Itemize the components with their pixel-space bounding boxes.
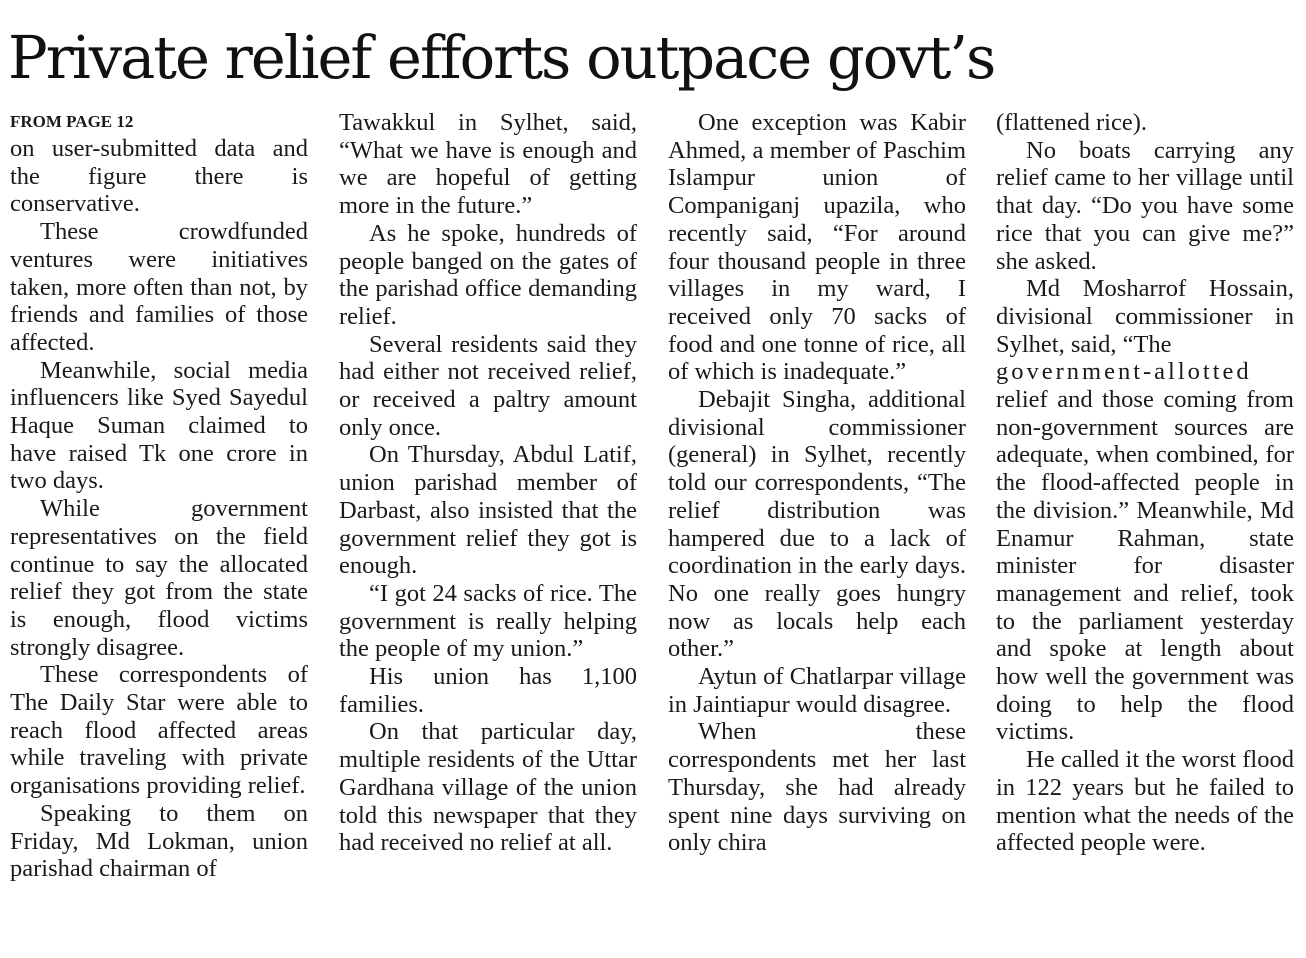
paragraph: Debajit Singha, additional divisional commissioner (general) in Sylhet, recently told our correspondents, “The relief distribution was hampered due to a lack of coordination in the early days. No one really goes hungry now as locals help each other.” <box>668 386 966 663</box>
paragraph: on user-submitted data and the figure there is conservative. <box>10 135 308 218</box>
article-column-3 <box>668 109 966 857</box>
article-column-1 <box>10 109 308 883</box>
paragraph: When these correspondents met her last Thursday, she had already spent nine days surviving on only chira <box>668 718 966 857</box>
paragraph: government-allotted <box>996 358 1252 386</box>
paragraph: While government representatives on the field continue to say the allocated relief they got from the state is enough, flood victims strongly disagree. <box>10 495 308 661</box>
paragraph: Several residents said they had either not received relief, or received a paltry amount only once. <box>339 330 637 441</box>
article-column-2 <box>339 109 637 857</box>
paragraph: “I got 24 sacks of rice. The government is really helping the people of my union.” <box>339 579 637 663</box>
paragraph: No boats carrying any relief came to her village until that day. “Do you have some rice that you can give me?” she asked. <box>996 136 1294 275</box>
paragraph: relief and those coming from non-government sources are adequate, when combined, for the flood-affected people in the division.” Meanwhile, Md Enamur Rahman, state minister for disaster management and relief, took to the parliament yesterday and spoke at length about how well the government was doing to help the flood victims. <box>996 386 1294 746</box>
paragraph: One exception was Kabir Ahmed, a member of Paschim Islampur union of Companiganj upazila, who recently said, “For around four thousand people in three villages in my ward, I received only 70 sacks of food and one tonne of rice, all of which is inadequate.” <box>668 109 966 386</box>
paragraph: These correspondents of The Daily Star were able to reach flood affected areas while traveling with private organisations providing relief. <box>10 661 308 800</box>
paragraph: Md Mosharrof Hossain, divisional commissioner in Sylhet, said, “The <box>996 275 1294 358</box>
paragraph: Aytun of Chatlarpar village in Jaintiapur would disagree. <box>668 663 966 718</box>
paragraph: As he spoke, hundreds of people banged on the gates of the parishad office demanding relief. <box>339 219 637 330</box>
paragraph: On Thursday, Abdul Latif, union parishad member of Darbast, also insisted that the government relief they got is enough. <box>339 441 637 580</box>
paragraph: These crowdfunded ventures were initiatives taken, more often than not, by friends and families of those affected. <box>10 218 308 356</box>
paragraph: He called it the worst flood in 122 years but he failed to mention what the needs of the affected people were. <box>996 746 1294 857</box>
jump-line: FROM PAGE 12 <box>10 112 134 131</box>
article-column-4 <box>996 109 1294 857</box>
paragraph: On that particular day, multiple residents of the Uttar Gardhana village of the union told this newspaper that they had received no relief at all. <box>339 718 637 857</box>
headline: Private relief efforts outpace govt’s <box>8 23 995 92</box>
paragraph: Meanwhile, social media influencers like Syed Sayedul Haque Suman claimed to have raised Tk one crore in two days. <box>10 356 308 495</box>
paragraph: His union has 1,100 families. <box>339 663 637 718</box>
paragraph: (flattened rice). <box>996 109 1147 136</box>
paragraph: Speaking to them on Friday, Md Lokman, union parishad chairman of <box>10 799 308 883</box>
paragraph: Tawakkul in Sylhet, said, “What we have is enough and we are hopeful of getting more in the future.” <box>339 109 637 220</box>
